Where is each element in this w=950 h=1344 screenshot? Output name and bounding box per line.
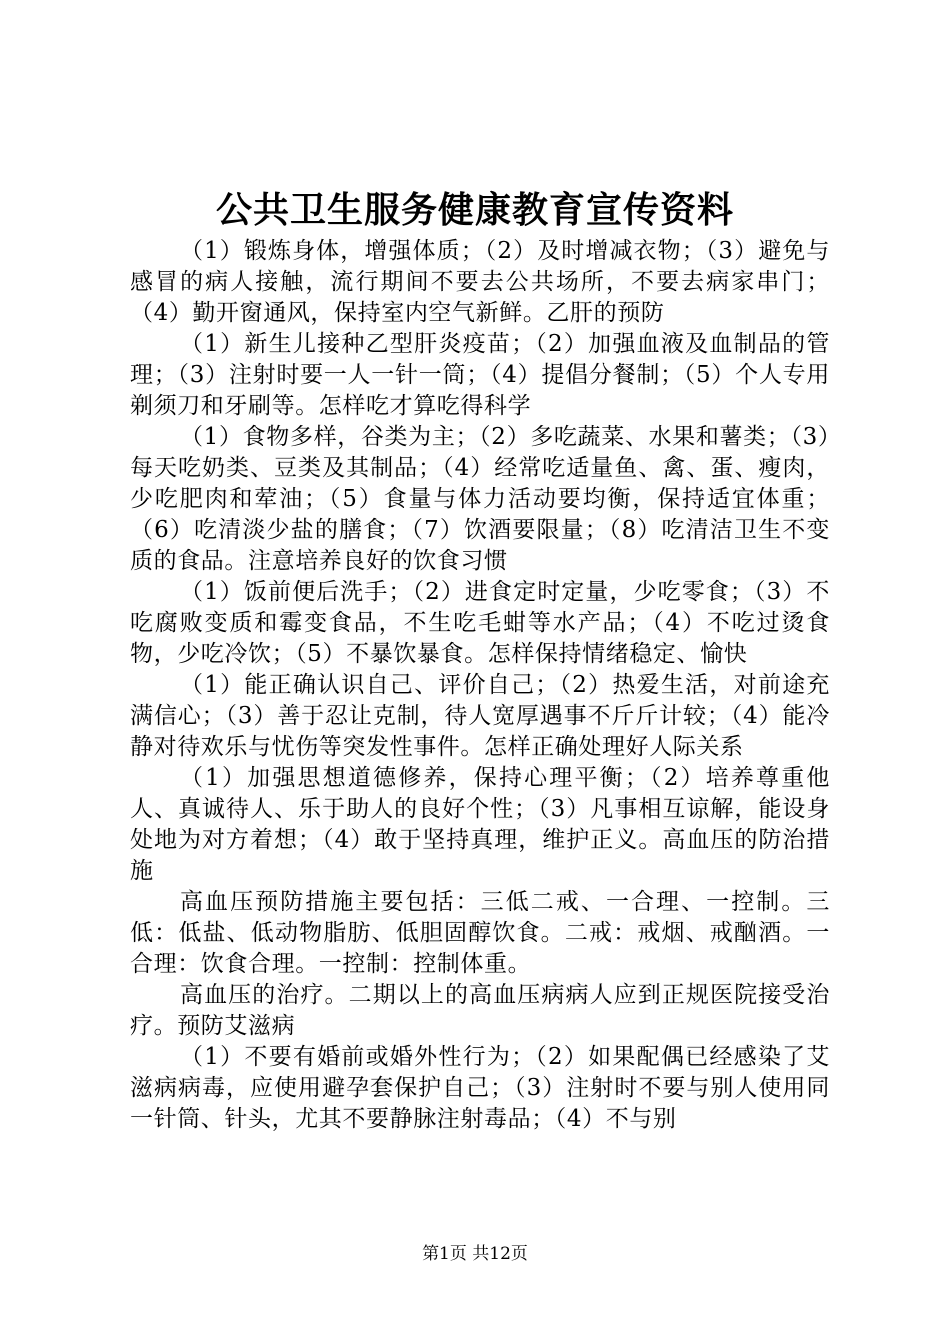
paragraph: 高血压的治疗。二期以上的高血压病病人应到正规医院接受治疗。预防艾滋病 bbox=[130, 982, 830, 1039]
paragraph: （1）锻炼身体，增强体质；（2）及时增减衣物；（3）避免与感冒的病人接触，流行期间不要去公共场所，不要去病家串门；（4）勤开窗通风，保持室内空气新鲜。乙肝的预防 bbox=[130, 238, 830, 326]
page-title: 公共卫生服务健康教育宣传资料 bbox=[215, 189, 734, 231]
paragraph: 高血压预防措施主要包括：三低二戒、一合理、一控制。三低：低盐、低动物脂肪、低胆固醇饮食。二戒：戒烟、戒酗酒。一合理：饮食合理。一控制：控制体重。 bbox=[130, 889, 830, 977]
paragraph: （1）食物多样，谷类为主；（2）多吃蔬菜、水果和薯类；（3）每天吃奶类、豆类及其制品；（4）经常吃适量鱼、禽、蛋、瘦肉，少吃肥肉和荤油；（5）食量与体力活动要均衡，保持适宜体重；（6）吃清淡少盐的膳食；（7）饮酒要限量；（8）吃清洁卫生不变质的食品。注意培养良好的饮食习惯 bbox=[130, 424, 830, 574]
paragraph: （1）饭前便后洗手；（2）进食定时定量，少吃零食；（3）不吃腐败变质和霉变食品，不生吃毛蚶等水产品；（4）不吃过烫食物，少吃冷饮；（5）不暴饮暴食。怎样保持情绪稳定、愉快 bbox=[130, 579, 830, 667]
paragraph: （1）不要有婚前或婚外性行为；（2）如果配偶已经感染了艾滋病病毒，应使用避孕套保护自己；（3）注射时不要与别人使用同一针筒、针头，尤其不要静脉注射毒品；（4）不与别 bbox=[130, 1044, 830, 1132]
page-number-footer: 第1页 共12页 bbox=[422, 1244, 528, 1264]
document-body bbox=[130, 236, 830, 1135]
paragraph: （1）新生儿接种乙型肝炎疫苗；（2）加强血液及血制品的管理；（3）注射时要一人一针一筒；（4）提倡分餐制；（5）个人专用剃须刀和牙刷等。怎样吃才算吃得科学 bbox=[130, 331, 830, 419]
paragraph: （1）加强思想道德修养，保持心理平衡；（2）培养尊重他人、真诚待人、乐于助人的良好个性；（3）凡事相互谅解，能设身处地为对方着想；（4）敢于坚持真理，维护正义。高血压的防治措施 bbox=[130, 765, 830, 884]
paragraph: （1）能正确认识自己、评价自己；（2）热爱生活，对前途充满信心；（3）善于忍让克制，待人宽厚遇事不斤斤计较；（4）能冷静对待欢乐与忧伤等突发性事件。怎样正确处理好人际关系 bbox=[130, 672, 830, 760]
